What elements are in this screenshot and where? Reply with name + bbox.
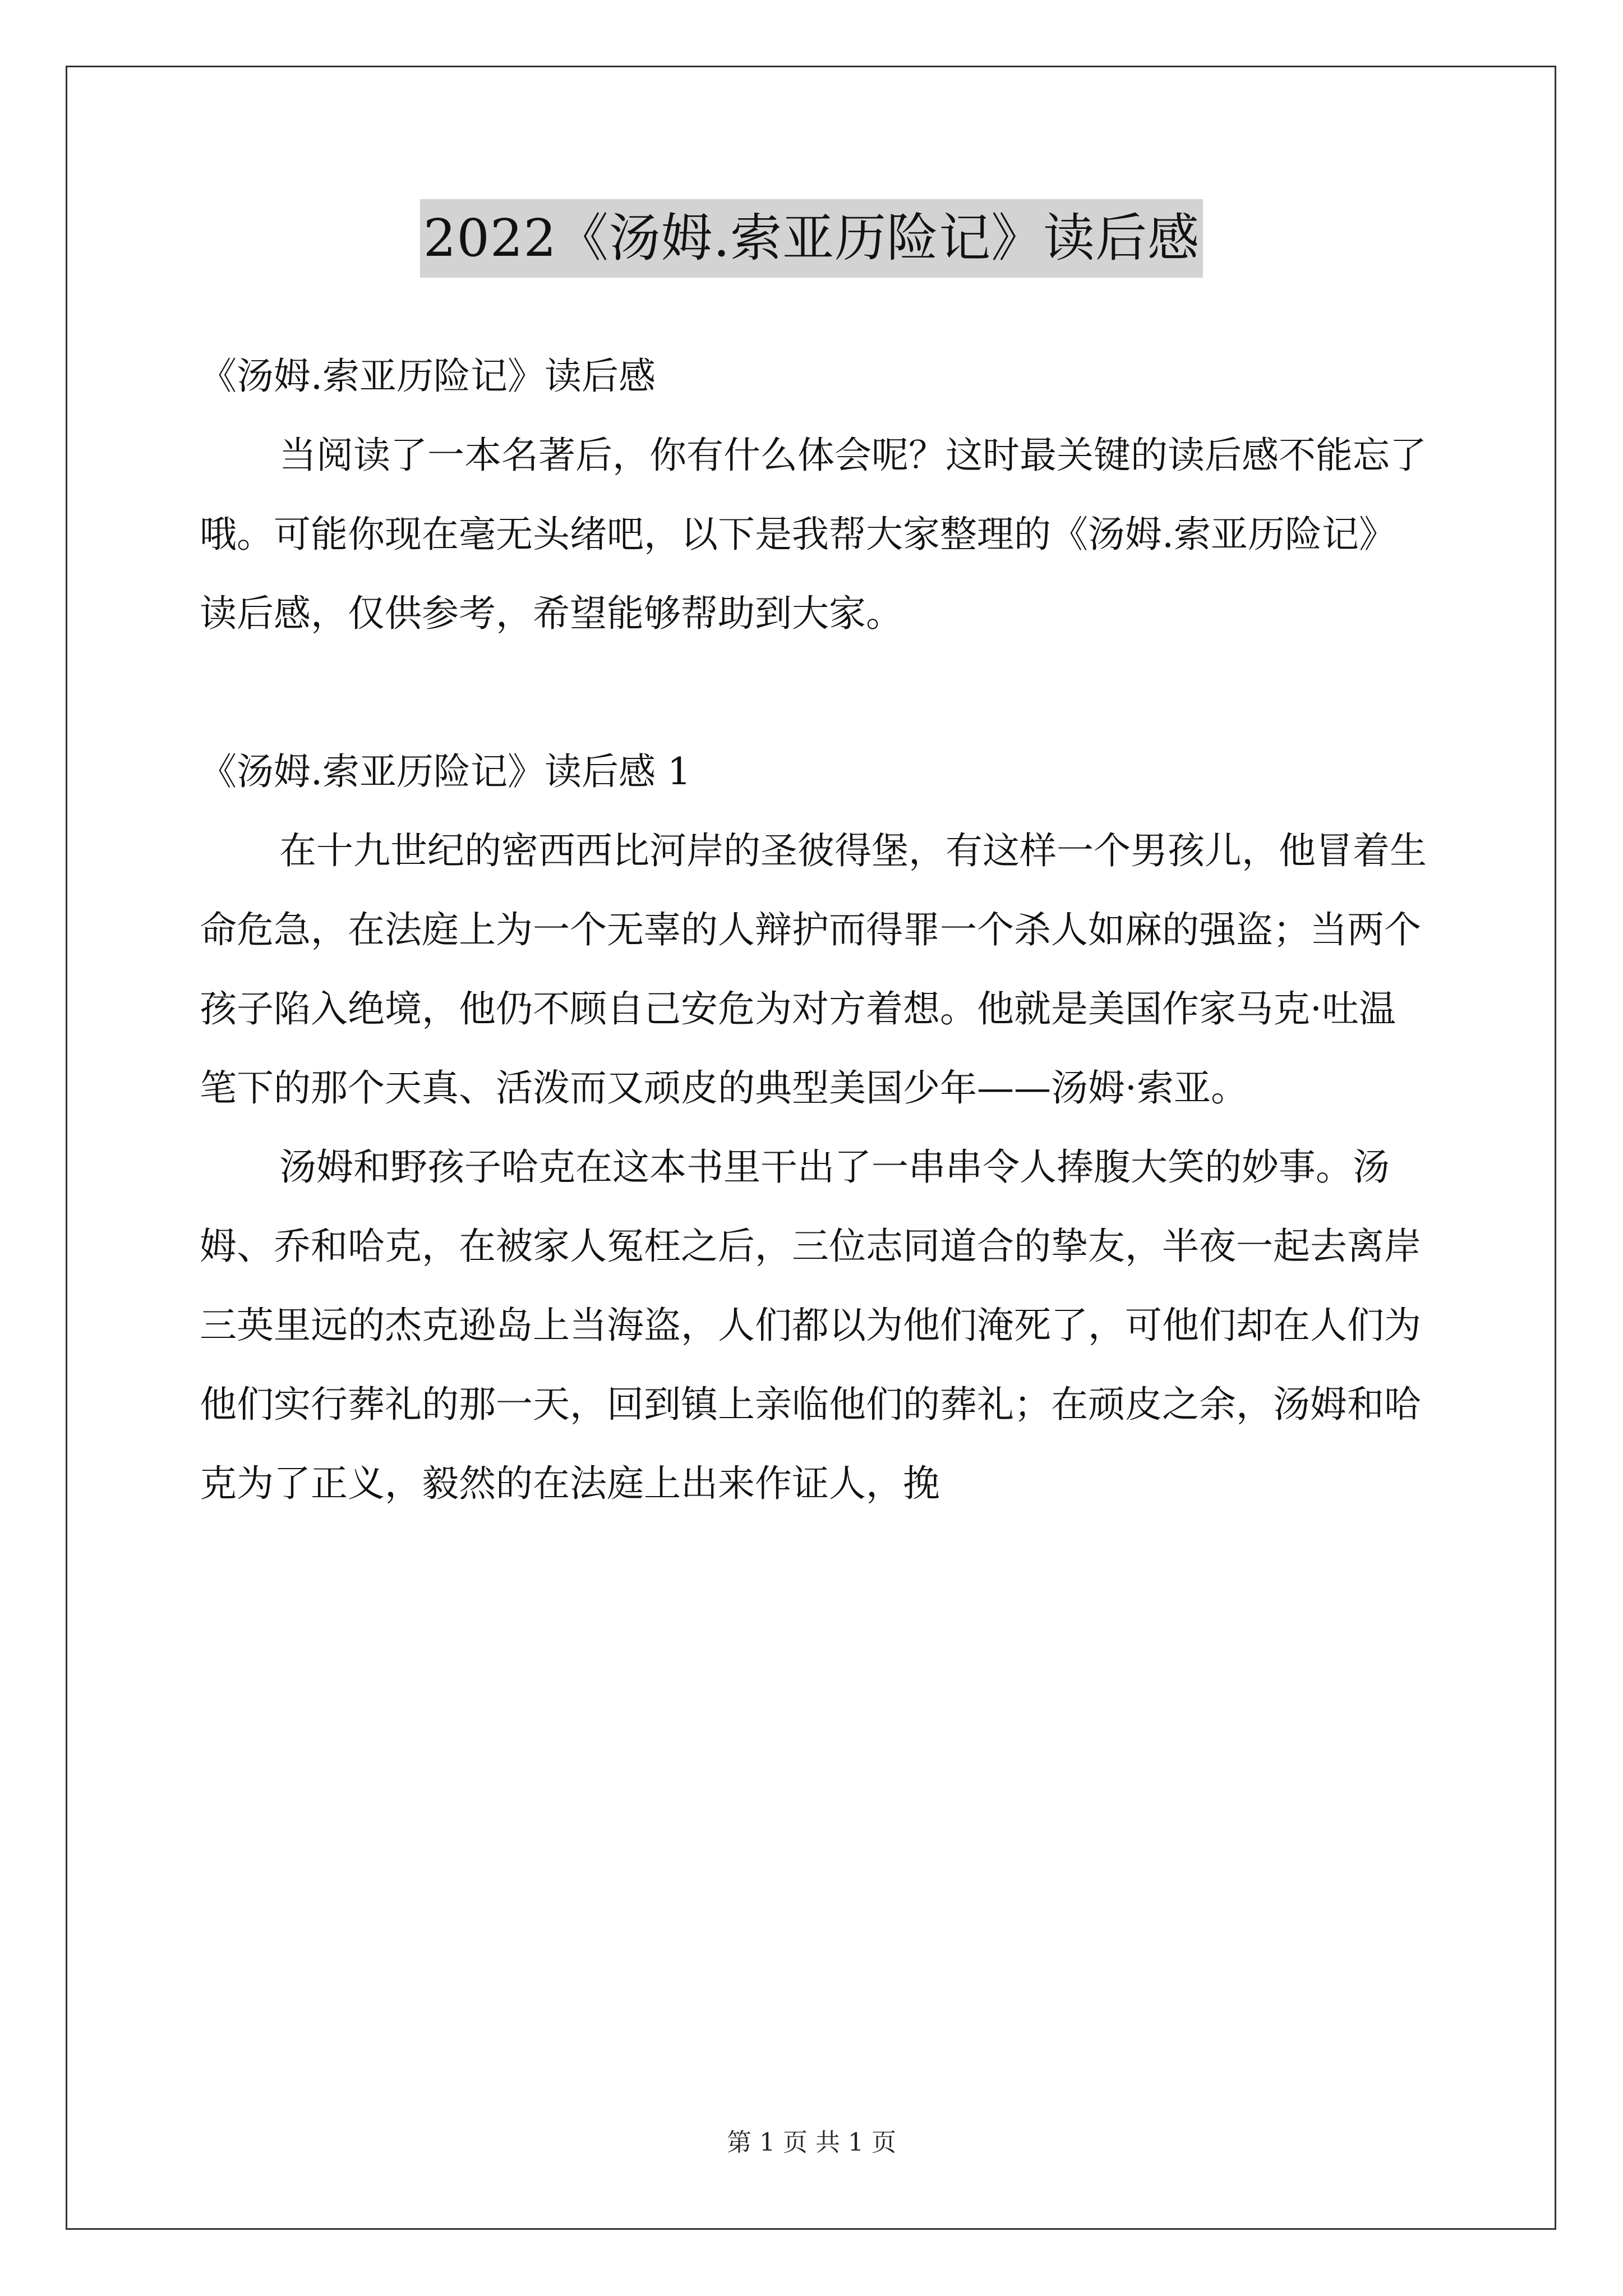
document-title: 2022《汤姆.索亚历险记》读后感	[420, 199, 1203, 278]
body-paragraph-1: 在十九世纪的密西西比河岸的圣彼得堡，有这样一个男孩儿，他冒着生命危急，在法庭上为一个无辜的人辩护而得罪一个杀人如麻的强盗；当两个孩子陷入绝境，他仍不顾自己安危为对方着想。他就是美国作家马克·吐温笔下的那个天真、活泼而又顽皮的典型美国少年——汤姆·索亚。	[200, 829, 1427, 1110]
body-paragraph-2: 汤姆和野孩子哈克在这本书里干出了一串串令人捧腹大笑的妙事。汤姆、乔和哈克，在被家人冤枉之后，三位志同道合的挚友，半夜一起去离岸三英里远的杰克逊岛上当海盗，人们都以为他们淹死了，可他们却在人们为他们实行葬礼的那一天，回到镇上亲临他们的葬礼；在顽皮之余，汤姆和哈克为了正义，毅然的在法庭上出来作证人，挽	[200, 1145, 1421, 1505]
intro-paragraph: 当阅读了一本名著后，你有什么体会呢？这时最关键的读后感不能忘了哦。可能你现在毫无头绪吧，以下是我帮大家整理的《汤姆.索亚历险记》读后感，仅供参考，希望能够帮助到大家。	[200, 434, 1427, 635]
document-body	[200, 337, 1428, 1523]
section-heading: 《汤姆.索亚历险记》读后感 1	[200, 750, 691, 793]
title-container	[0, 199, 1623, 278]
page-footer: 第 1 页 共 1 页	[727, 2128, 896, 2157]
subtitle: 《汤姆.索亚历险记》读后感	[200, 355, 656, 398]
spacer	[200, 653, 1428, 732]
